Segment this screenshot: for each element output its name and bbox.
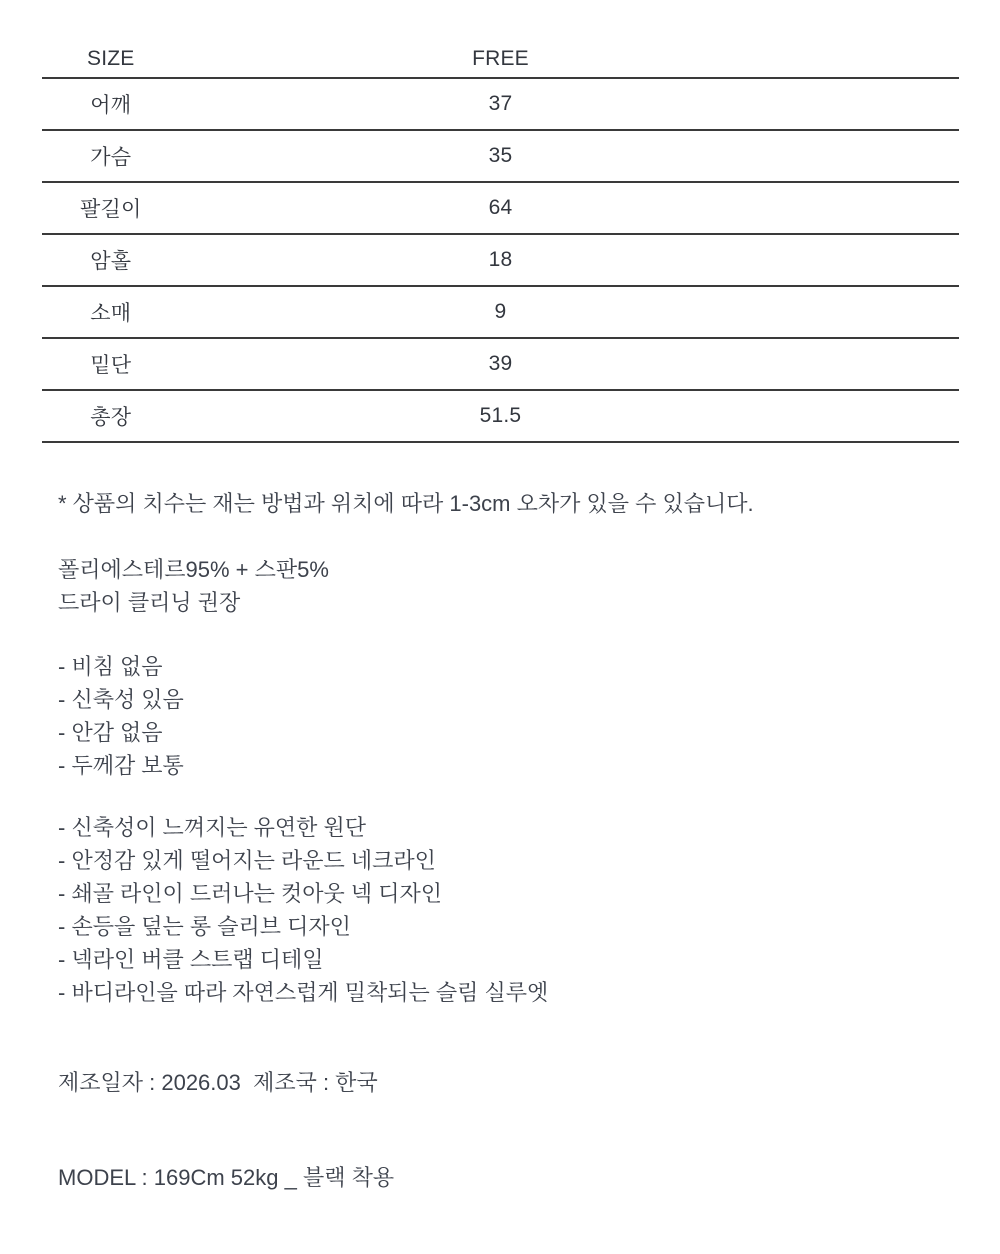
size-table-row — [42, 131, 959, 183]
list-item: - 두께감 보통 — [58, 753, 184, 778]
size-row-label: 소매 — [90, 302, 132, 325]
value-column-header: FREE — [472, 46, 529, 70]
size-row-value: 18 — [488, 248, 513, 271]
size-table-row — [42, 339, 959, 391]
list-item: - 신축성이 느껴지는 유연한 원단 — [58, 815, 367, 840]
size-table-row — [42, 391, 959, 443]
size-row-label: 총장 — [90, 406, 132, 429]
product-description — [58, 487, 940, 1194]
manufacture-info: 제조일자 : 2026.03 제조국 : 한국 — [58, 1070, 378, 1095]
size-row-value: 37 — [488, 92, 513, 115]
size-row-label: 어깨 — [90, 94, 132, 117]
size-row-value: 51.5 — [479, 404, 522, 427]
size-table-header-row — [42, 40, 959, 79]
size-table-row — [42, 183, 959, 235]
size-row-label: 밑단 — [90, 354, 132, 377]
size-row-value: 64 — [488, 196, 513, 219]
fabric-properties — [58, 650, 940, 782]
list-item: - 비침 없음 — [58, 654, 163, 679]
list-item: - 바디라인을 따라 자연스럽게 밀착되는 슬림 실루엣 — [58, 980, 549, 1005]
list-item: 폴리에스테르95% + 스판5% — [58, 557, 329, 582]
size-row-label: 가슴 — [90, 146, 132, 169]
list-item: - 안정감 있게 떨어지는 라운드 네크라인 — [58, 848, 436, 873]
list-item: - 신축성 있음 — [58, 687, 184, 712]
fabric-info — [58, 553, 940, 619]
size-row-value: 9 — [494, 300, 507, 323]
size-table-row — [42, 287, 959, 339]
size-table-row — [42, 79, 959, 131]
model-info: MODEL : 169Cm 52kg _ 블랙 착용 — [58, 1165, 395, 1190]
size-disclaimer: * 상품의 치수는 재는 방법과 위치에 따라 1-3cm 오차가 있을 수 있습니다. — [58, 491, 754, 516]
size-row-value: 35 — [488, 144, 513, 167]
list-item: - 넥라인 버클 스트랩 디테일 — [58, 947, 324, 972]
size-row-label: 암홀 — [90, 250, 132, 273]
list-item: - 안감 없음 — [58, 720, 163, 745]
design-features — [58, 811, 940, 1009]
size-row-label: 팔길이 — [80, 198, 142, 221]
size-row-value: 39 — [488, 352, 513, 375]
size-table — [42, 40, 959, 443]
list-item: 드라이 클리닝 권장 — [58, 590, 241, 615]
size-column-header: SIZE — [87, 46, 135, 70]
list-item: - 쇄골 라인이 드러나는 컷아웃 넥 디자인 — [58, 881, 443, 906]
list-item: - 손등을 덮는 롱 슬리브 디자인 — [58, 914, 351, 939]
size-table-row — [42, 235, 959, 287]
